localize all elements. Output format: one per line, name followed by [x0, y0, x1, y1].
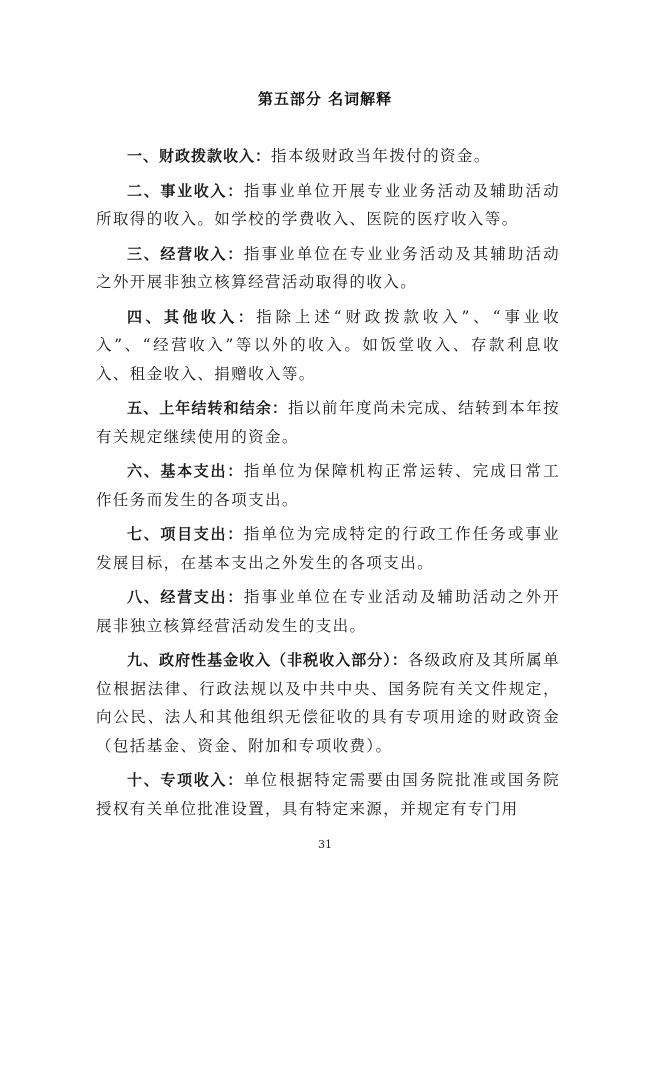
glossary-term: 六、基本支出：	[127, 462, 244, 480]
glossary-term: 四、其他收入：	[127, 307, 257, 326]
glossary-term: 七、项目支出：	[127, 525, 244, 543]
glossary-entry	[96, 457, 560, 514]
glossary-term: 二、事业收入：	[127, 181, 244, 200]
glossary-definition: 指本级财政当年拨付的资金。	[271, 147, 491, 165]
glossary-definition: 指单位为保障机构正常运转、完成日常工作任务而发生的各项支出。	[96, 462, 560, 509]
glossary-term: 十、专项收入：	[127, 771, 244, 789]
glossary-entry	[96, 303, 560, 389]
glossary-entry	[96, 240, 560, 297]
glossary-term: 五、上年结转和结余：	[127, 399, 289, 417]
glossary-definition: 指单位为完成特定的行政工作任务或事业发展目标，在基本支出之外发生的各项支出。	[96, 525, 560, 572]
glossary-term: 三、经营收入：	[127, 244, 244, 263]
page-number: 31	[318, 838, 332, 851]
glossary-definition: 指以前年度尚未完成、结转到本年按有关规定继续使用的资金。	[96, 399, 560, 446]
glossary-entry	[96, 520, 560, 577]
glossary-definition: 单位根据特定需要由国务院批准或国务院授权有关单位批准设置，具有特定来源，并规定有专门用	[96, 771, 560, 818]
page-title: 第五部分 名词解释	[257, 90, 393, 108]
glossary-entry	[96, 394, 560, 451]
glossary-entry	[96, 177, 560, 234]
glossary-definition: 指事业单位在专业活动及辅助活动之外开展非独立核算经营活动发生的支出。	[96, 588, 560, 635]
glossary-definition: 指事业单位在专业业务活动及其辅助活动之外开展非独立核算经营活动取得的收入。	[96, 244, 560, 291]
glossary-definition: 各级政府及其所属单位根据法律、行政法规以及中共中央、国务院有关文件规定，向公民、法人和其他组织无偿征收的具有专项用途的财政资金（包括基金、资金、附加和专项收费）。	[96, 651, 560, 755]
glossary-definition: 指除上述“财政拨款收入”、“事业收入”、“经营收入”等以外的收入。如饭堂收入、存款利息收入、租金收入、捐赠收入等。	[96, 307, 560, 383]
glossary-body	[96, 142, 560, 829]
glossary-entry	[96, 646, 560, 760]
glossary-entry	[96, 142, 560, 171]
glossary-term: 九、政府性基金收入（非税收入部分）：	[127, 651, 408, 669]
glossary-entry	[96, 766, 560, 823]
glossary-term: 一、财政拨款收入：	[127, 147, 272, 165]
glossary-entry	[96, 583, 560, 640]
glossary-definition: 指事业单位开展专业业务活动及辅助活动所取得的收入。如学校的学费收入、医院的医疗收入等。	[96, 181, 560, 228]
glossary-term: 八、经营支出：	[127, 588, 244, 606]
